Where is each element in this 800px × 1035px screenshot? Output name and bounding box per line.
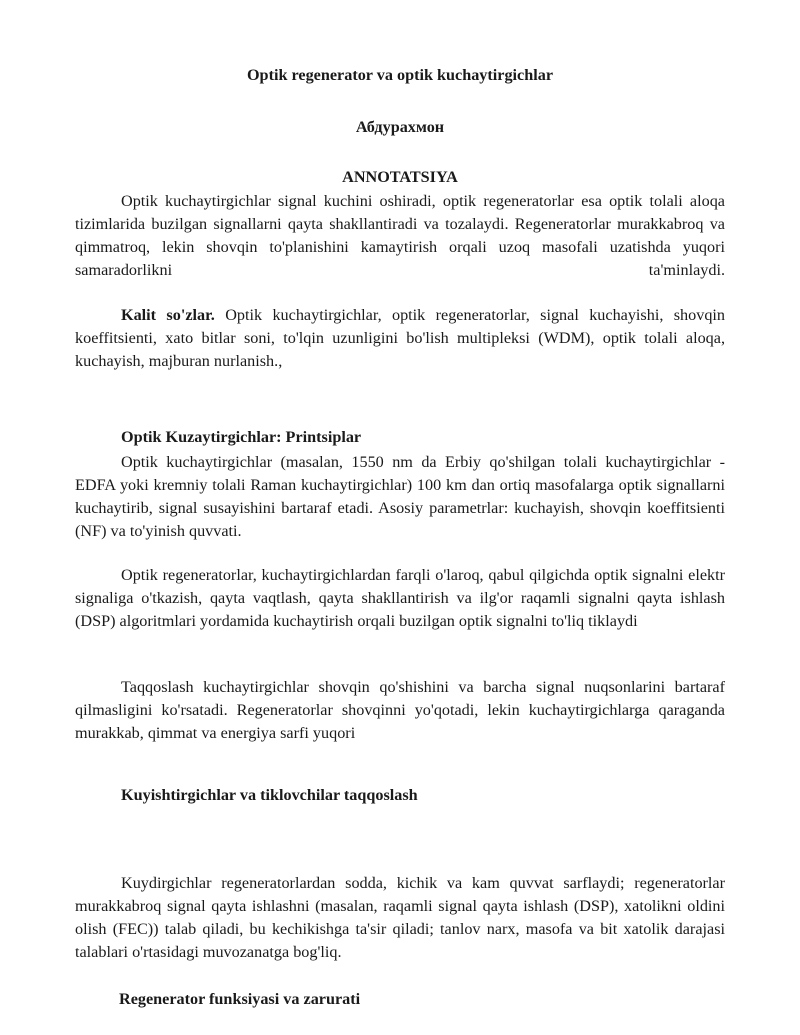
section-heading-comparison: Kuyishtirgichlar va tiklovchilar taqqoslash (121, 786, 418, 804)
author-name: Абдурахмон (355, 118, 445, 136)
keywords-text: Optik kuchaytirgichlar, optik regeneratorlar, signal kuchayishi, shovqin koeffitsienti, xato bitlar soni, to'lqin uzunligini bo'lish multipleksi (WDM), optik tolali aloqa, kuchayish, majburan nurlanish., (75, 306, 726, 370)
document-title: Optik regenerator va optik kuchaytirgichlar (246, 66, 554, 84)
section-heading-principles: Optik Kuzaytirgichlar: Printsiplar (121, 428, 362, 446)
keywords-paragraph (75, 304, 725, 373)
annotation-heading: ANNOTATSIYA (342, 168, 458, 186)
section-heading-regenerator-function: Regenerator funksiyasi va zarurati (119, 990, 361, 1008)
section1-paragraph-2: Optik regeneratorlar, kuchaytirgichlardan farqli o'laroq, qabul qilgichda optik signalni elektr signaliga o'tkazish, qayta vaqtlash, qayta shakllantirish va ilg'or raqamli signalni qayta ishlash (DSP) algoritmlari yordamida kuchaytirish orqali buzilgan optik signalni to'liq tiklaydi (75, 566, 725, 630)
section2-paragraph-1: Kuydirgichlar regeneratorlardan sodda, kichik va kam quvvat sarflaydi; regeneratorlar murakkabroq signal qayta ishlashni (masalan, raqamli signal qayta ishlash (DSP), xatolikni oldini olish (FEC)) talab qiladi, bu kechikishga ta'sir qiladi; tanlov narx, masofa va bit xatolik darajasi talablari o'rtasidagi muvozanatga bog'liq. (75, 874, 725, 961)
section1-paragraph-3: Taqqoslash kuchaytirgichlar shovqin qo'shishini va barcha signal nuqsonlarini bartaraf qilmasligini ko'rsatadi. Regeneratorlar shovqinni yo'qotadi, lekin kuchaytirgichlarga qaraganda murakkab, qimmat va energiya sarfi yuqori (75, 678, 725, 742)
annotation-paragraph: Optik kuchaytirgichlar signal kuchini oshiradi, optik regeneratorlar esa optik tolali aloqa tizimlarida buzilgan signallarni qayta shakllantiradi va tozalaydi. Regeneratorlar murakkabroq va qimmatroq, lekin shovqin to'planishini kamaytirish orqali uzoq masofali uzatishda yuqori samaradorlikni ta'minlaydi. (75, 192, 725, 279)
section1-paragraph-1: Optik kuchaytirgichlar (masalan, 1550 nm da Erbiy qo'shilgan tolali kuchaytirgichlar - EDFA yoki kremniy tolali Raman kuchaytirgichlar) 100 km dan ortiq masofalarga optik signallarni kuchaytirib, signal susayishini bartaraf etadi. Asosiy parametrlar: kuchayish, shovqin koeffitsienti (NF) va to'yinish quvvati. (75, 453, 725, 540)
keywords-label: Kalit so'zlar. (121, 306, 215, 324)
